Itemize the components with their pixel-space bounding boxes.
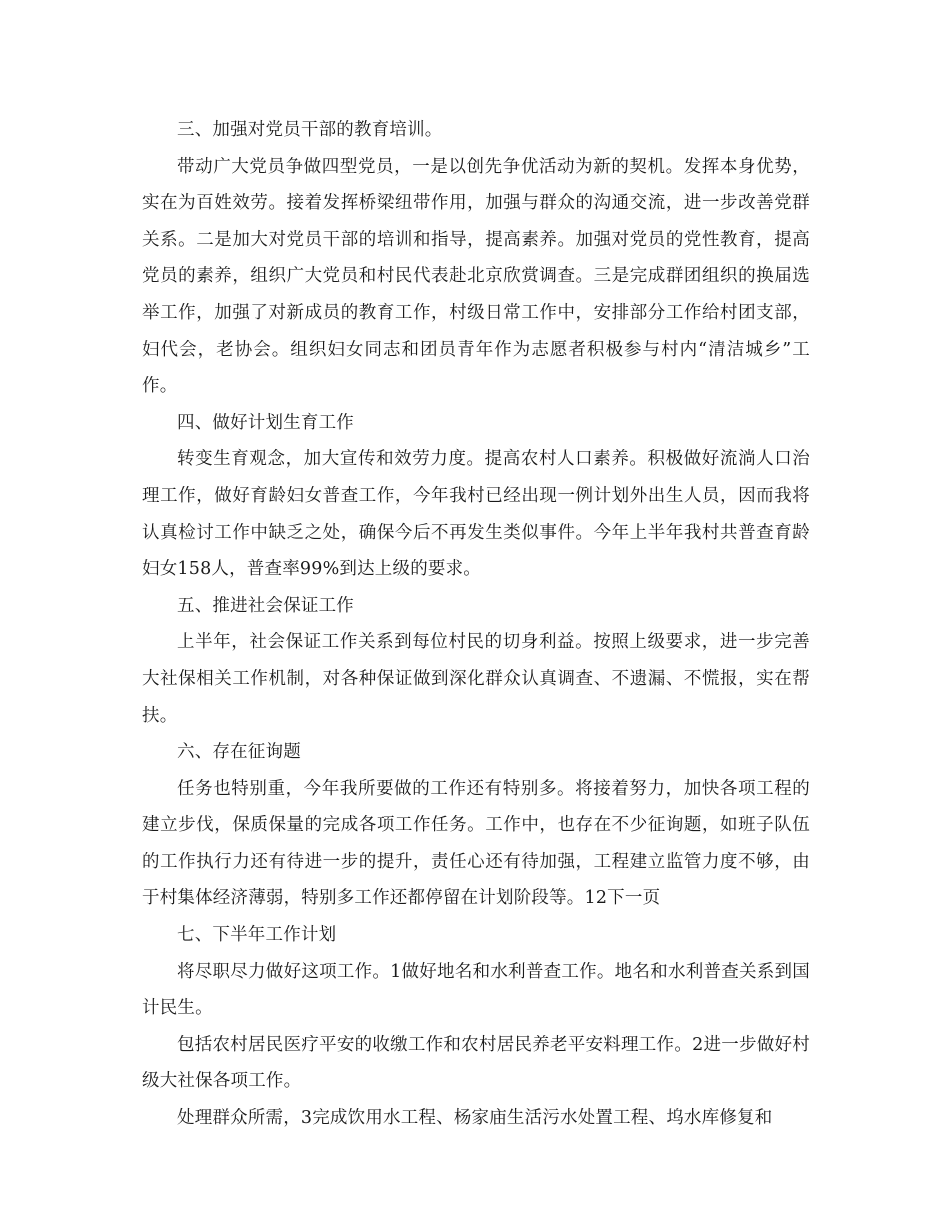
- section-heading-6: 六、存在征询题: [177, 742, 301, 763]
- section-heading-3: 三、加强对党员干部的教育培训。: [177, 120, 443, 140]
- section-7-paragraph-3: 处理群众所需，3完成饮用水工程、杨家庙生活污水处置工程、坞水库修复和: [177, 1108, 773, 1129]
- section-heading-4: 四、做好计划生育工作: [177, 412, 354, 433]
- section-3-paragraph: 带动广大党员争做四型党员，一是以创先争优活动为新的契机。发挥本身优势，实在为百姓效劳。接着发挥桥梁纽带作用，加强与群众的沟通交流，进一步改善党群关系。二是加大对党员干部的培训和指导，提高素养。加强对党员的党性教育，提高党员的素养，组织广大党员和村民代表赴北京欣赏调查。三是完成群团组织的换届选举工作，加强了对新成员的教育工作，村级日常工作中，安排部分工作给村团支部，妇代会，老协会。组织妇女同志和团员青年作为志愿者积极参与村内“清洁城乡”工作。: [142, 156, 810, 397]
- section-5-paragraph: 上半年，社会保证工作关系到每位村民的切身利益。按照上级要求，进一步完善大社保相关工作机制，对各种保证做到深化群众认真调查、不遗漏、不慌报，实在帮扶。: [142, 632, 810, 726]
- section-heading-7: 七、下半年工作计划: [177, 925, 337, 946]
- section-7-paragraph-1: 将尽职尽力做好这项工作。1做好地名和水利普查工作。地名和水利普查关系到国计民生。: [142, 961, 810, 1019]
- section-heading-5: 五、推进社会保证工作: [177, 595, 354, 616]
- section-7-paragraph-2: 包括农村居民医疗平安的收缴工作和农村居民养老平安料理工作。2进一步做好村级大社保各项工作。: [142, 1034, 810, 1092]
- section-6-paragraph: 任务也特别重，今年我所要做的工作还有特别多。将接着努力，加快各项工程的建立步伐，保质保量的完成各项工作任务。工作中，也存在不少征询题，如班子队伍的工作执行力还有待进一步的提升，责任心还有待加强，工程建立监管力度不够，由于村集体经济薄弱，特别多工作还都停留在计划阶段等。12下一页: [142, 778, 810, 909]
- section-4-paragraph: 转变生育观念，加大宣传和效劳力度。提高农村人口素养。积极做好流淌人口治理工作，做好育龄妇女普查工作，今年我村已经出现一例计划外出生人员，因而我将认真检讨工作中缺乏之处，确保今后不再发生类似事件。今年上半年我村共普查育龄妇女158人，普查率99%到达上级的要求。: [142, 449, 810, 580]
- document-body: [142, 112, 810, 1137]
